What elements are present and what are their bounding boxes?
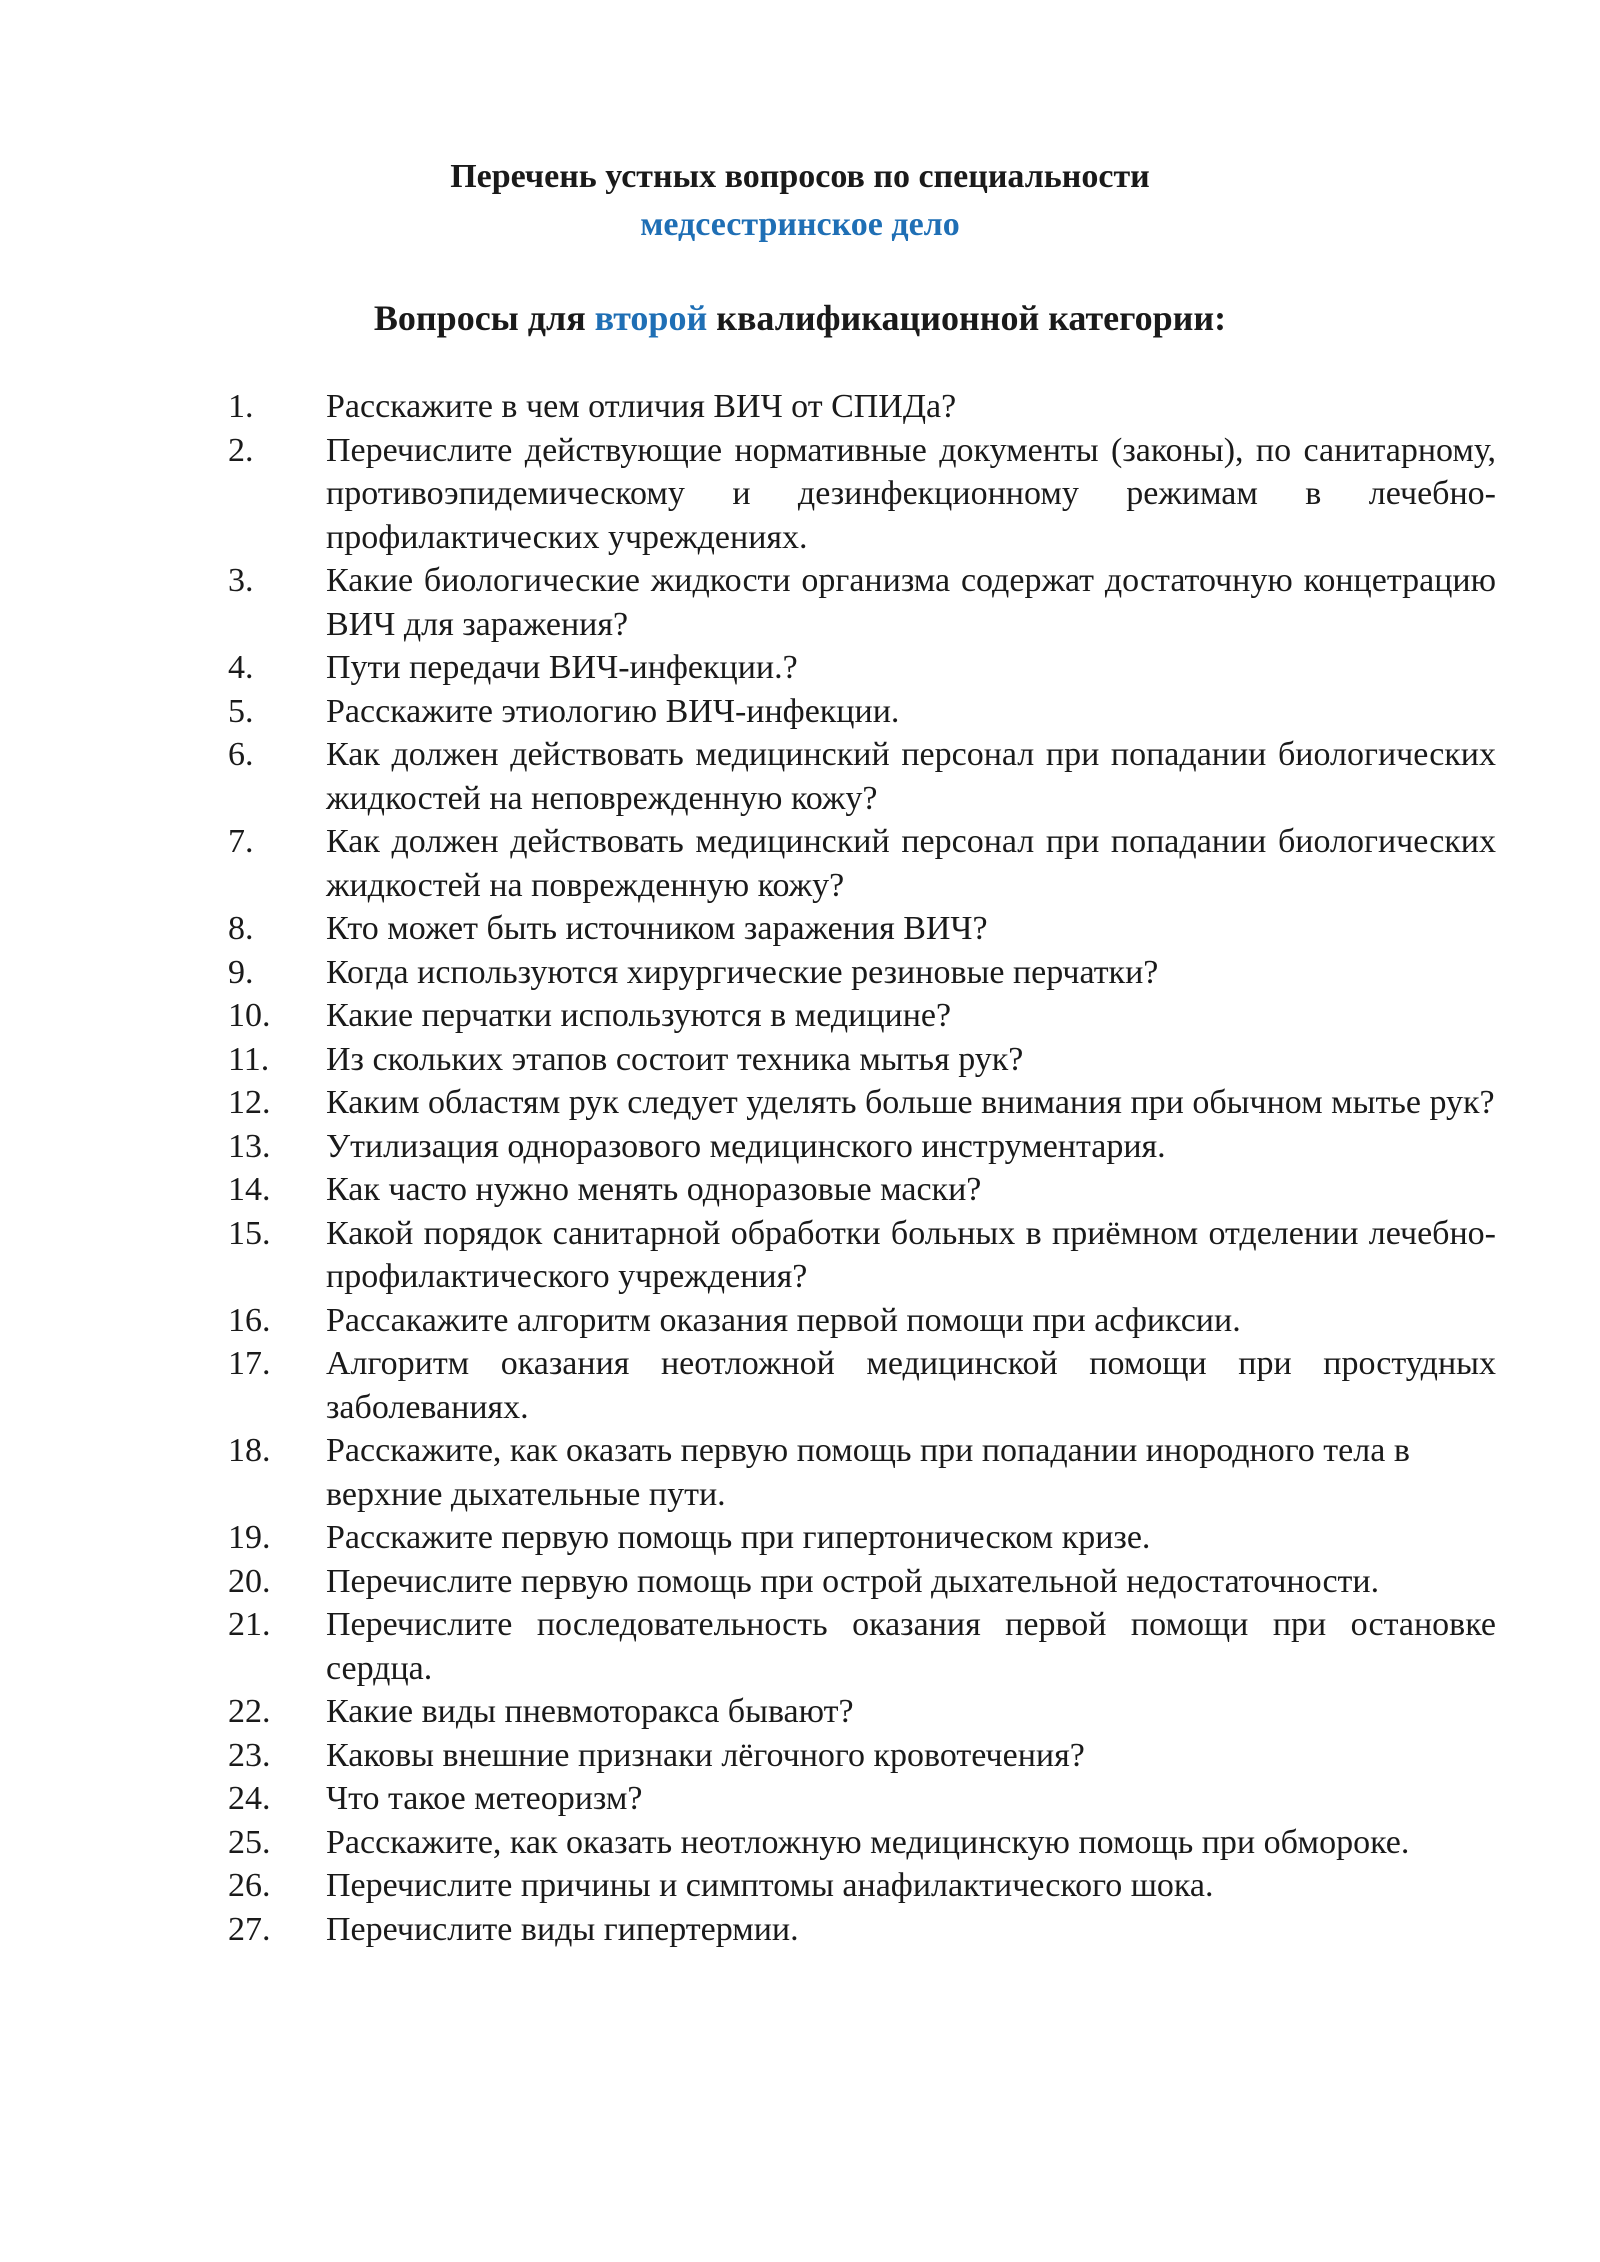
question-number: 20. <box>228 1562 271 1600</box>
question-number: 5. <box>228 692 254 730</box>
document-title: Перечень устных вопросов по специальности <box>450 158 1150 195</box>
question-item <box>0 907 1600 951</box>
question-item <box>0 1125 1600 1169</box>
question-text: Расскажите первую помощь при гипертоническом кризе. <box>326 1519 1151 1556</box>
question-number: 8. <box>228 910 254 947</box>
question-item <box>0 994 1600 1038</box>
question-item <box>0 1777 1600 1821</box>
question-number: 19. <box>228 1519 271 1556</box>
question-number: 17. <box>228 1345 271 1382</box>
question-text: Перечислите последовательность оказания первой помощи при остановке сердца. <box>326 1606 1496 1687</box>
question-item <box>0 1212 1600 1299</box>
question-text: Рассакажите алгоритм оказания первой помощи при асфиксии. <box>326 1301 1241 1339</box>
question-item <box>0 1081 1600 1125</box>
question-item <box>0 385 1600 429</box>
question-text: Как часто нужно менять одноразовые маски? <box>326 1171 982 1208</box>
section-heading-suffix: квалификационной категории: <box>707 298 1227 338</box>
question-item <box>0 1690 1600 1734</box>
question-text: Как должен действовать медицинский персонал при попадании биологических жидкостей на неповрежденную кожу? <box>326 736 1496 817</box>
question-number: 27. <box>228 1910 271 1948</box>
question-item <box>0 1560 1600 1604</box>
question-text: Расскажите этиологию ВИЧ-инфекции. <box>326 692 900 730</box>
question-text: Что такое метеоризм? <box>326 1780 643 1817</box>
question-text: Какие виды пневмоторакса бывают? <box>326 1693 854 1730</box>
question-number: 3. <box>228 562 254 599</box>
question-text: Утилизация одноразового медицинского инструментария. <box>326 1127 1166 1165</box>
question-number: 7. <box>228 823 254 860</box>
question-item <box>0 1168 1600 1212</box>
specialty-name: медсестринское дело <box>640 206 960 243</box>
question-number: 12. <box>228 1084 271 1121</box>
question-number: 18. <box>228 1432 271 1469</box>
question-text: Как должен действовать медицинский персонал при попадании биологических жидкостей на поврежденную кожу? <box>326 823 1496 904</box>
question-number: 2. <box>228 431 254 469</box>
question-number: 16. <box>228 1301 271 1339</box>
question-text: Из скольких этапов состоит техника мытья рук? <box>326 1040 1024 1078</box>
question-item <box>0 559 1600 646</box>
question-item <box>0 1299 1600 1343</box>
question-text: Каковы внешние признаки лёгочного кровотечения? <box>326 1736 1085 1774</box>
question-item <box>0 646 1600 690</box>
question-number: 6. <box>228 736 254 773</box>
question-text: Расскажите, как оказать первую помощь при попадании инородного тела в верхние дыхательные пути. <box>326 1432 1410 1513</box>
question-text: Какой порядок санитарной обработки больных в приёмном отделении лечебно-профилактического учреждения? <box>326 1214 1496 1295</box>
question-number: 9. <box>228 953 254 991</box>
question-text: Кто может быть источником заражения ВИЧ? <box>326 910 988 947</box>
section-heading-prefix: Вопросы для <box>373 298 595 338</box>
question-item <box>0 1342 1600 1429</box>
question-text: Расскажите в чем отличия ВИЧ от СПИДа? <box>326 388 957 425</box>
question-number: 22. <box>228 1693 271 1730</box>
question-text: Перечислите первую помощь при острой дыхательной недостаточности. <box>326 1562 1380 1600</box>
question-text: Перечислите действующие нормативные документы (законы), по санитарному, противоэпидемическому и дезинфекционному режимам в лечебно-профилактических учреждениях. <box>326 431 1496 556</box>
question-item <box>0 1864 1600 1908</box>
section-heading-accent: второй <box>594 298 708 338</box>
question-item <box>0 1603 1600 1690</box>
question-text: Когда используются хирургические резиновые перчатки? <box>326 953 1159 991</box>
questions-list <box>0 385 1600 1951</box>
question-text: Перечислите причины и симптомы анафилактического шока. <box>326 1867 1214 1904</box>
question-number: 4. <box>228 649 254 686</box>
question-number: 23. <box>228 1736 271 1774</box>
section-heading <box>0 294 1600 342</box>
question-item <box>0 1908 1600 1952</box>
question-item <box>0 820 1600 907</box>
question-text: Перечислите виды гипертермии. <box>326 1910 799 1948</box>
question-item <box>0 951 1600 995</box>
question-number: 1. <box>228 388 254 425</box>
question-number: 15. <box>228 1214 271 1252</box>
question-text: Алгоритм оказания неотложной медицинской помощи при простудных заболеваниях. <box>326 1345 1496 1426</box>
question-number: 14. <box>228 1171 271 1208</box>
question-item <box>0 1734 1600 1778</box>
question-number: 21. <box>228 1606 271 1643</box>
question-number: 25. <box>228 1823 271 1861</box>
question-text: Расскажите, как оказать неотложную медицинскую помощь при обмороке. <box>326 1823 1410 1861</box>
question-number: 24. <box>228 1780 271 1817</box>
question-item <box>0 429 1600 560</box>
question-number: 10. <box>228 997 271 1034</box>
question-number: 26. <box>228 1867 271 1904</box>
question-item <box>0 733 1600 820</box>
question-text: Пути передачи ВИЧ-инфекции.? <box>326 649 798 686</box>
question-text: Какие биологические жидкости организма содержат достаточную концетрацию ВИЧ для заражения? <box>326 562 1496 643</box>
question-item <box>0 1516 1600 1560</box>
question-text: Каким областям рук следует уделять больше внимания при обычном мытье рук? <box>326 1084 1495 1121</box>
question-item <box>0 1429 1600 1516</box>
question-item <box>0 1038 1600 1082</box>
question-number: 13. <box>228 1127 271 1165</box>
question-text: Какие перчатки используются в медицине? <box>326 997 952 1034</box>
question-number: 11. <box>228 1040 270 1078</box>
question-item <box>0 690 1600 734</box>
question-item <box>0 1821 1600 1865</box>
